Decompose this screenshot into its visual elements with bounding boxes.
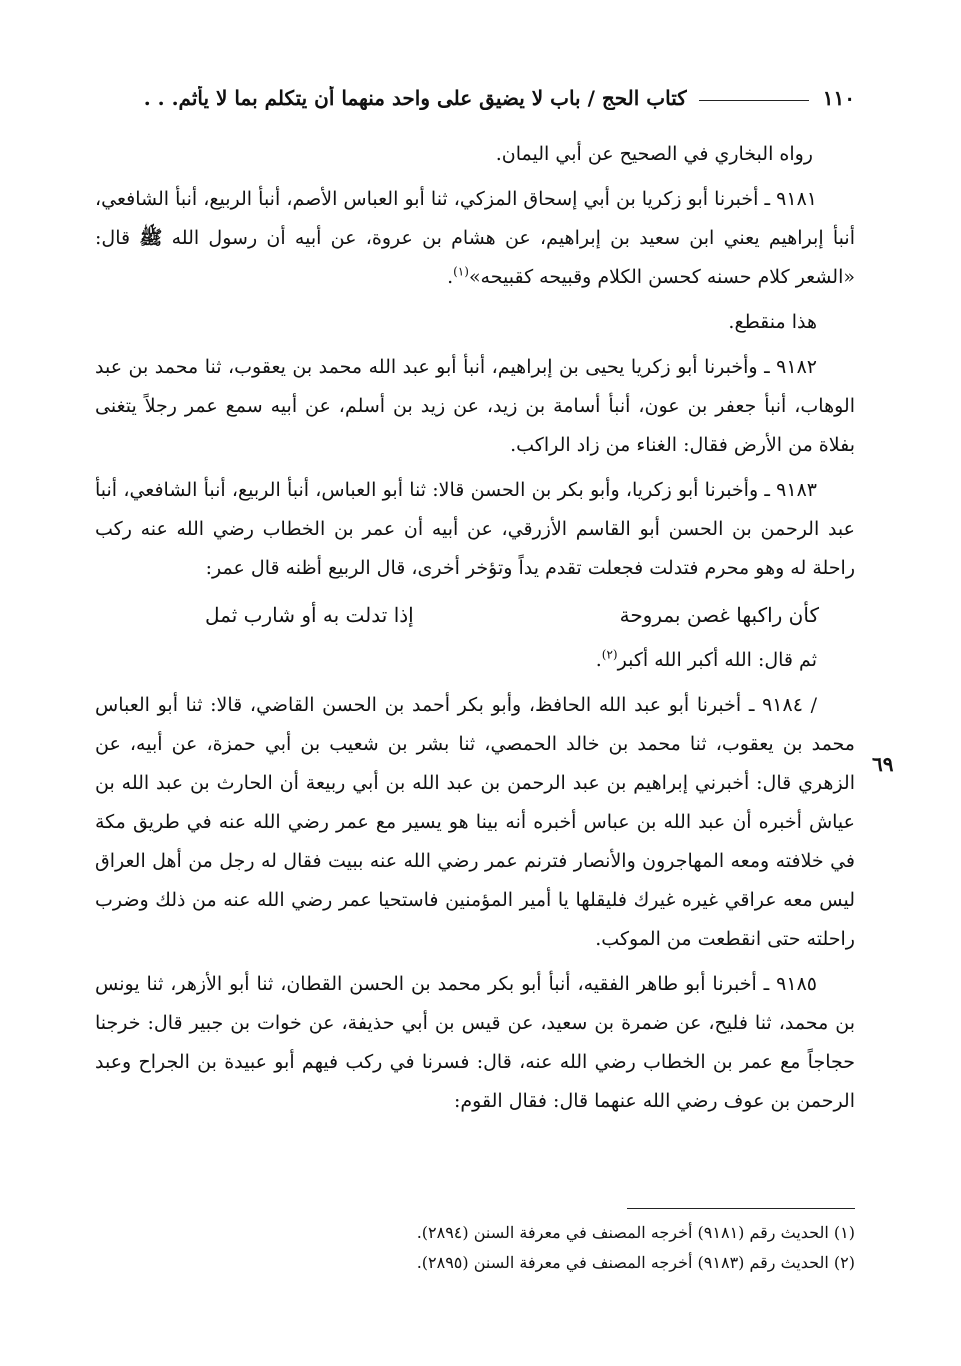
verse-second-hemistich: إذا تدلت به أو شارب ثمل (205, 603, 414, 627)
margin-page-reference: ٦٩ (872, 752, 894, 776)
running-title: كتاب الحج / باب لا يضيق على واحد منهما أن يتكلم بما لا يأثم. . . (143, 86, 687, 110)
hadith-9181-text: قال: «الشعر كلام حسنه كحسن الكلام وقبيحه كقبيحه» (95, 227, 855, 288)
footnote-ref-1: (١) (453, 264, 469, 279)
hadith-9183: ٩١٨٣ ـ وأخبرنا أبو زكريا، وأبو بكر بن الحسن قالا: ثنا أبو العباس، أنبأ الربيع، أنبأ الشافعي، أنبأ عبد الرحمن بن الحسن أبو القاسم الأزرقي، عن أبيه أن عمر بن الخطاب رضي الله عنه ركب راحلة له وهو محرم فتدلت فجعلت تقدم يداً وتؤخر أخرى، قال الربيع أظنه قال عمر: (95, 479, 855, 579)
hadith-9181-chain: ٩١٨١ ـ أخبرنا أبو زكريا بن أبي إسحاق المزكي، ثنا أبو العباس الأصم، أنبأ الربيع، أنبأ الشافعي، أنبأ إبراهيم يعني ابن سعيد بن إبراهيم، عن هشام بن عروة، عن أبيه أن رسول الله (95, 188, 855, 249)
hadith-9185: ٩١٨٥ ـ أخبرنا أبو طاهر الفقيه، أنبأ أبو بكر محمد بن الحسن القطان، ثنا أبو الأزهر، ثنا يونس بن محمد، ثنا فليح، عن ضمرة بن سعيد، عن قيس بن أبي حذيفة، عن خوات بن جبير قال: خرجنا حجاجاً مع عمر بن الخطاب رضي الله عنه، قال: فسرنا في ركب فيهم أبو عبيدة بن الجراح وعبد الرحمن بن عوف رضي الله عنهما قال: فقال القوم: (95, 973, 855, 1112)
takbir-text: ثم قال: الله أكبر الله أكبر (617, 649, 817, 671)
paragraph-narration-note: رواه البخاري في الصحيح عن أبي اليمان. (495, 143, 813, 165)
hadith-9184: / ٩١٨٤ ـ أخبرنا أبو عبد الله الحافظ، وأبو بكر أحمد بن الحسن القاضي، قالا: ثنا أبو العباس محمد بن يعقوب، ثنا محمد بن خالد الحمصي، ثنا بشر بن شعيب بن أبي حمزة، عن أبيه، عن الزهري قال: أخبرني إبراهيم بن عبد الرحمن بن عبد الله بن أبي ربيعة أن الحارث بن عبد الله بن عياش أخبره أن عبد الله بن عباس أخبره أنه بينا هو يسير مع عمر رضي الله عنه في طريق مكة في خلافته ومعه المهاجرون والأنصار فترنم عمر رضي الله عنه ببيت فقال له رجل من أهل العراق ليس معه عراقي غيره غيرك فليقلها يا أمير المؤمنين فاستحيا عمر رضي الله عنه من ذلك وضرب راحلته حتى انقطعت من الموكب. (95, 694, 855, 950)
header-rule (699, 100, 809, 101)
hadith-9181 (95, 180, 855, 297)
takbir-end: . (595, 649, 602, 671)
paragraph-munqati: هذا منقطع. (728, 311, 817, 333)
footnotes (95, 1218, 855, 1278)
main-text (95, 135, 855, 1127)
footnote-1: (١) الحديث رقم (٩١٨١) أخرجه المصنف في معرفة السنن (٢٨٩٤). (416, 1223, 855, 1242)
page-header (95, 78, 855, 118)
poetry-verse (95, 596, 855, 635)
hadith-9183-conclusion (95, 641, 855, 680)
footnote-divider (627, 1208, 855, 1209)
page-number: ١١٠ (822, 86, 855, 110)
honorific-symbol: ﷺ (139, 227, 163, 249)
hadith-9182: ٩١٨٢ ـ وأخبرنا أبو زكريا يحيى بن إبراهيم، أنبأ أبو عبد الله محمد بن يعقوب، ثنا محمد بن عبد الوهاب، أنبأ جعفر بن عون، أنبأ أسامة بن زيد، عن زيد بن أسلم، عن أبيه سمع عمر رجلاً يتغنى بفلاة من الأرض فقال: الغناء من زاد الراكب. (95, 356, 855, 456)
verse-first-hemistich: كأن راكبها غصن بمروحة (619, 603, 819, 627)
footnote-2: (٢) الحديث رقم (٩١٨٣) أخرجه المصنف في معرفة السنن (٢٨٩٥). (416, 1253, 855, 1272)
hadith-9181-end: . (447, 266, 454, 288)
footnote-ref-2: (٢) (601, 647, 618, 662)
